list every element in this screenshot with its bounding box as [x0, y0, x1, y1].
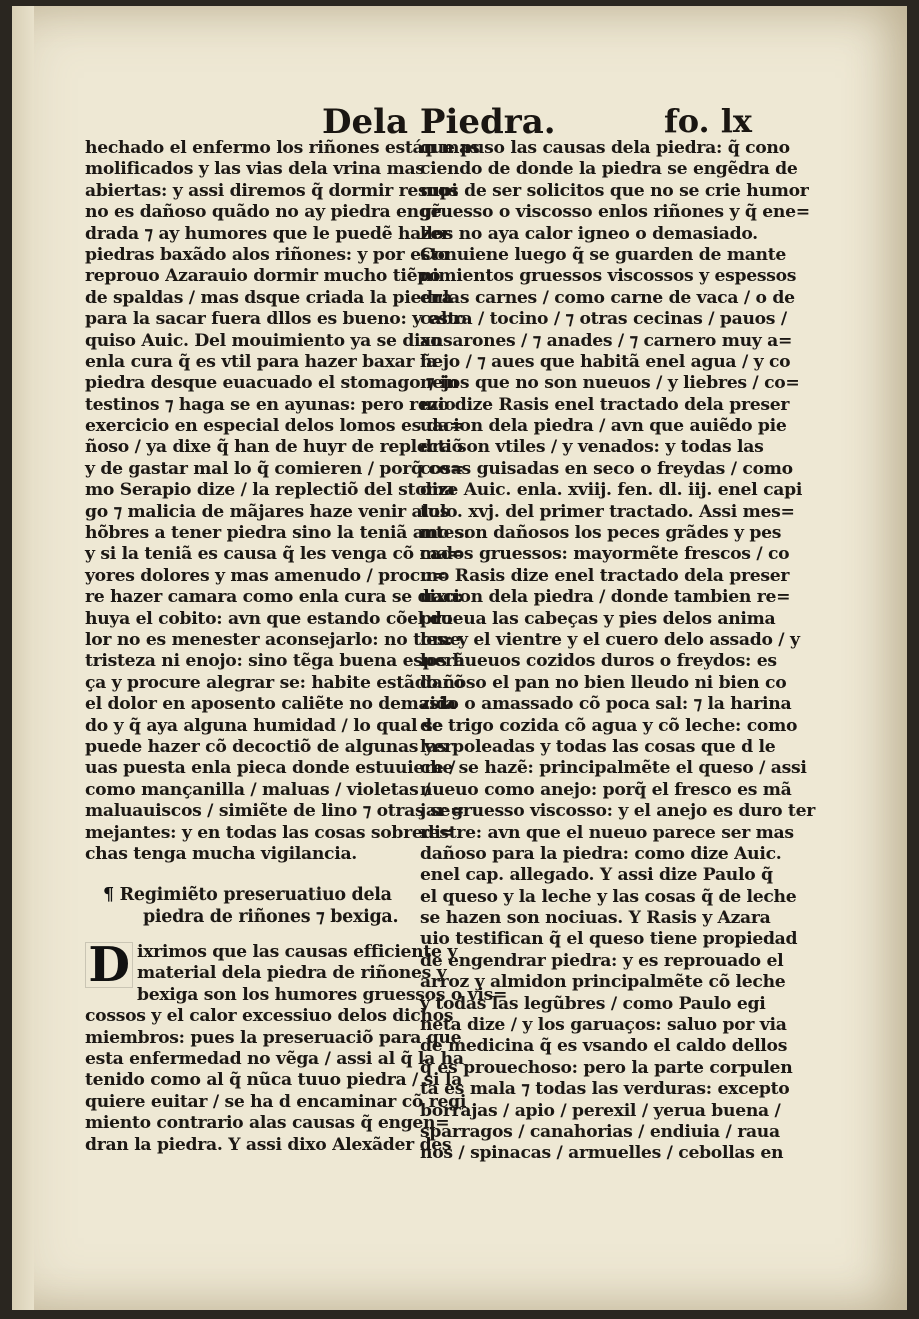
- text-line: zido o amassado cõ poca sal: ⁊ la harina: [420, 694, 792, 715]
- text-line: tulo. xvj. del primer tractado. Assi mes=: [420, 501, 795, 522]
- text-line: nos / spinacas / armuelles / cebollas en: [420, 1143, 784, 1164]
- text-line: nueuo como anejo: porq̃ el fresco es mã: [420, 779, 792, 800]
- text-line: y todas las legũbres / como Paulo egi: [420, 993, 766, 1014]
- text-line: q̃ es prouechoso: pero la parte corpulen: [420, 1057, 793, 1078]
- text-line: los hueuos cozidos duros o freydos: es: [420, 651, 777, 672]
- text-line: enla cura q̃ es vtil para hazer baxar la: [85, 351, 438, 372]
- text-line: cossos y el calor excessiuo delos dichos: [85, 1006, 454, 1027]
- text-line: cados gruessos: mayormẽte frescos / co: [420, 544, 790, 565]
- folio-number: fo. lx: [663, 102, 752, 140]
- text-line: piedras baxãdo alos riñones: y por esto: [85, 244, 449, 265]
- text-line: huya el cobito: avn que estando cõel do: [85, 608, 453, 629]
- decorated-initial: D: [85, 942, 133, 988]
- text-line: tenido como al q̃ nũca tuuo piedra / si la: [85, 1070, 463, 1091]
- text-line: quiere euitar / se ha d encaminar cõ regi: [85, 1091, 467, 1112]
- left-column: [85, 138, 508, 1156]
- text-line: el dolor en aposento caliẽte no demasia: [85, 694, 456, 715]
- left-column-lines: [85, 138, 480, 865]
- text-line: y si la teniã es causa q̃ les venga cõ ma=: [85, 544, 463, 565]
- text-line: miento contrario alas causas q̃ engen=: [85, 1113, 450, 1134]
- text-line: para la sacar fuera dllos es bueno: y esto: [85, 309, 467, 330]
- text-line: go ⁊ malicia de mãjares haze venir alos: [85, 501, 450, 522]
- text-line: neta dize / y los garuaços: saluo por via: [420, 1015, 787, 1036]
- text-line: gruesso o viscosso enlos riñones y q̃ ene=: [420, 202, 810, 223]
- right-column: [420, 138, 815, 1165]
- text-line: re hazer camara como enla cura se dixo:: [85, 587, 463, 608]
- text-line: maluauiscos / simiẽte de lino ⁊ otras se=: [85, 801, 465, 822]
- text-line: reprouo Azarauio dormir mucho tiẽpo: [85, 266, 441, 287]
- paragraph-lines: [85, 942, 508, 1156]
- text-line: dize Auic. enla. xviij. fen. dl. iij. enel capi: [420, 480, 803, 501]
- text-line: llos no aya calor igneo o demasiado.: [420, 223, 758, 244]
- text-line: abiertas: y assi diremos q̃ dormir resupi: [85, 180, 458, 201]
- text-line: drada ⁊ ay humores que le puedẽ hazer: [85, 223, 450, 244]
- text-line: nimientos gruessos viscossos y espessos: [420, 266, 797, 287]
- text-line: enlas carnes / como carne de vaca / o de: [420, 287, 795, 308]
- text-line: tristeza ni enojo: sino tẽga buena esperã: [85, 651, 465, 672]
- text-line: che se hazẽ: principalmẽte el queso / assi: [420, 758, 807, 779]
- text-line: exercicio en especial delos lomos es da=: [85, 416, 464, 437]
- text-line: mo dize Rasis enel tractado dela preser: [420, 394, 790, 415]
- running-head: Dela Piedra.: [322, 102, 556, 142]
- text-line: molificados y las vias dela vrina mas: [85, 159, 425, 180]
- text-line: restre: avn que el nueuo parece ser mas: [420, 822, 794, 843]
- text-line: uacion dela piedra / donde tambien re=: [420, 587, 791, 608]
- rubric-line-2: piedra de riñones ⁊ bexiga.: [143, 906, 399, 927]
- text-line: mos de ser solicitos que no se crie humor: [420, 180, 809, 201]
- text-line: cosas guisadas en seco o freydas / como: [420, 458, 793, 479]
- text-line: enel cap. allegado. Y assi dize Paulo q̃: [420, 865, 773, 886]
- text-line: mo Serapio dize / la replectiõ del stoma: [85, 480, 456, 501]
- text-line: les: y el vientre y el cuero delo assado / y: [420, 629, 800, 650]
- text-line: nejos que no son nueuos / y liebres / co=: [420, 373, 800, 394]
- text-line: ta es mala ⁊ todas las verduras: excepto: [420, 1079, 790, 1100]
- text-line: miembros: pues la preseruaciõ para que: [85, 1027, 462, 1048]
- paragraph-with-initial: [85, 937, 508, 1156]
- text-line: el queso y la leche y las cosas q̃ de leche: [420, 886, 797, 907]
- text-line: ça y procure alegrar se: habite estãdo cõ: [85, 672, 465, 693]
- text-line: las poleadas y todas las cosas que d le: [420, 736, 776, 757]
- text-line: uacion dela piedra / avn que auiẽdo pie: [420, 416, 787, 437]
- right-column-lines: [420, 138, 815, 1165]
- text-line: hõbres a tener piedra sino la teniã antes:: [85, 523, 470, 544]
- text-line: mo Rasis dize enel tractado dela preser: [420, 565, 790, 586]
- section-rubric: [85, 885, 425, 928]
- text-line: uio testifican q̃ el queso tiene propiedad: [420, 929, 798, 950]
- text-line: mejantes: y en todas las cosas sobredi=: [85, 822, 455, 843]
- text-line: dañoso para la piedra: como dize Auic.: [420, 843, 782, 864]
- text-line: chas tenga mucha vigilancia.: [85, 843, 357, 864]
- text-line: hechado el enfermo los riñones están mas: [85, 138, 480, 158]
- text-line: lor no es menester aconsejarlo: no tome: [85, 629, 461, 650]
- text-line: esta enfermedad no vẽga / assi al q̃ la ha: [85, 1049, 464, 1070]
- text-line: testinos ⁊ haga se en ayunas: pero rezio: [85, 394, 456, 415]
- text-line: ñoso / ya dixe q̃ han de huyr de replectiõ: [85, 437, 463, 458]
- text-line: ciendo de donde la piedra se engẽdra de: [420, 159, 798, 180]
- text-line: arroz y almidon principalmẽte cõ leche: [420, 972, 786, 993]
- text-line: dra son vtiles / y venados: y todas las: [420, 437, 764, 458]
- text-line: mo son dañosos los peces grãdes y pes: [420, 523, 782, 544]
- text-line: sparragos / canahorias / endiuia / rauа: [420, 1121, 780, 1142]
- text-line: que puso las causas dela piedra: q̃ cono: [420, 138, 790, 158]
- text-line: dañoso el pan no bien lleudo ni bien co: [420, 672, 787, 693]
- text-line: prueua las cabeças y pies delos anima: [420, 608, 776, 629]
- text-line: se hazen son nociuas. Y Rasis y Azara: [420, 908, 771, 929]
- text-line: como mançanilla / maluas / violetas /: [85, 779, 431, 800]
- text-line: cabra / tocino / ⁊ otras cecinas / pauos /: [420, 309, 787, 330]
- text-line: do y q̃ aya alguna humidad / lo qual se: [85, 715, 443, 736]
- text-line: ixrimos que las causas efficiente y: [137, 942, 458, 963]
- text-line: y de gastar mal lo q̃ comieren / porq̃ co=: [85, 458, 464, 479]
- text-line: dran la piedra. Y assi dixo Alexãder des: [85, 1134, 452, 1155]
- text-line: bexiga son los humores gruessos o vis=: [137, 984, 508, 1005]
- text-line: uas puesta enla piecа donde estuuiere /: [85, 758, 456, 779]
- text-line: ñejo / ⁊ aues que habitã enel agua / y co: [420, 351, 791, 372]
- text-line: Conuiene luego q̃ se guarden de mante: [420, 244, 787, 265]
- text-line: jar gruesso viscosso: y el anejo es duro ter: [420, 801, 815, 822]
- text-line: ansarones / ⁊ anades / ⁊ carnero muy a=: [420, 330, 793, 351]
- pilcrow-icon: ¶: [103, 885, 114, 906]
- rubric-line-1: Regimiẽto preseruatiuo dela: [119, 885, 392, 906]
- text-line: piedra desque euacuado el stomago ⁊ in: [85, 373, 459, 394]
- text-line: de medicina q̃ es vsando el caldo dellos: [420, 1036, 788, 1057]
- text-line: de engendrar piedra: y es reprouado el: [420, 950, 784, 971]
- text-line: de spaldas / mas dsque criada la piedra: [85, 287, 453, 308]
- text-line: material dela piedra de riñones y: [137, 963, 447, 984]
- text-line: no es dañoso quãdo no ay piedra engẽ: [85, 202, 442, 223]
- text-line: quiso Auic. Del mouimiento ya se dixo: [85, 330, 442, 351]
- book-page: [12, 6, 907, 1310]
- text-line: yores dolores y mas amenudo / procu=: [85, 565, 447, 586]
- text-line: puede hazer cõ decoctiõ de algunas yer: [85, 736, 453, 757]
- text-line: de trigo cozida cõ agua y cõ leche: como: [420, 715, 798, 736]
- page-edge: [12, 6, 34, 1310]
- text-line: borrajas / apio / perexil / yerua buena /: [420, 1100, 781, 1121]
